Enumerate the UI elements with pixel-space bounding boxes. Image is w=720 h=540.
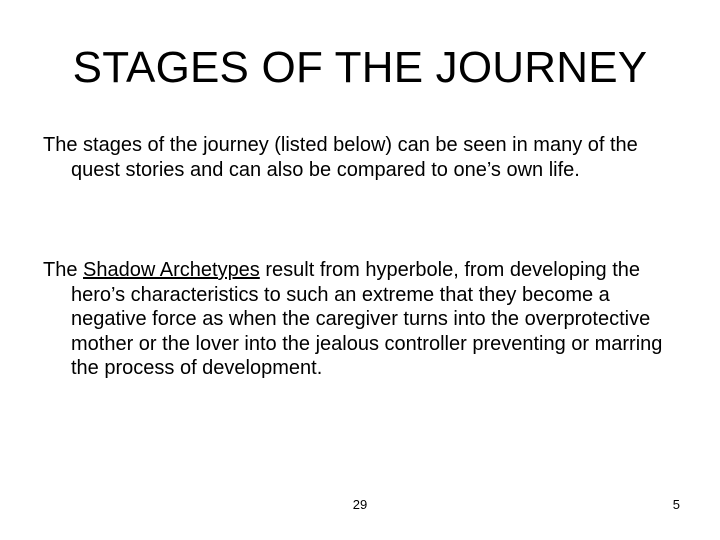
shadow-archetypes-paragraph [43,258,683,381]
paragraph-lead-text: The [43,259,84,281]
paragraph-rest-text: result from hyperbole, from developing the hero’s characteristics to such an extreme that they become a negative force as when the caregiver turns into the overprotective mother or the lover into the jealous controller preventing or marring the process of development. [71,259,663,379]
slide-title: STAGES OF THE JOURNEY [72,43,648,92]
footer-slide-number: 5 [672,497,680,512]
footer-page-number: 29 [352,497,368,512]
intro-paragraph: The stages of the journey (listed below) can be seen in many of the quest stories and can also be compared to one’s own life. [43,134,638,181]
shadow-archetypes-term: Shadow Archetypes [83,259,260,281]
